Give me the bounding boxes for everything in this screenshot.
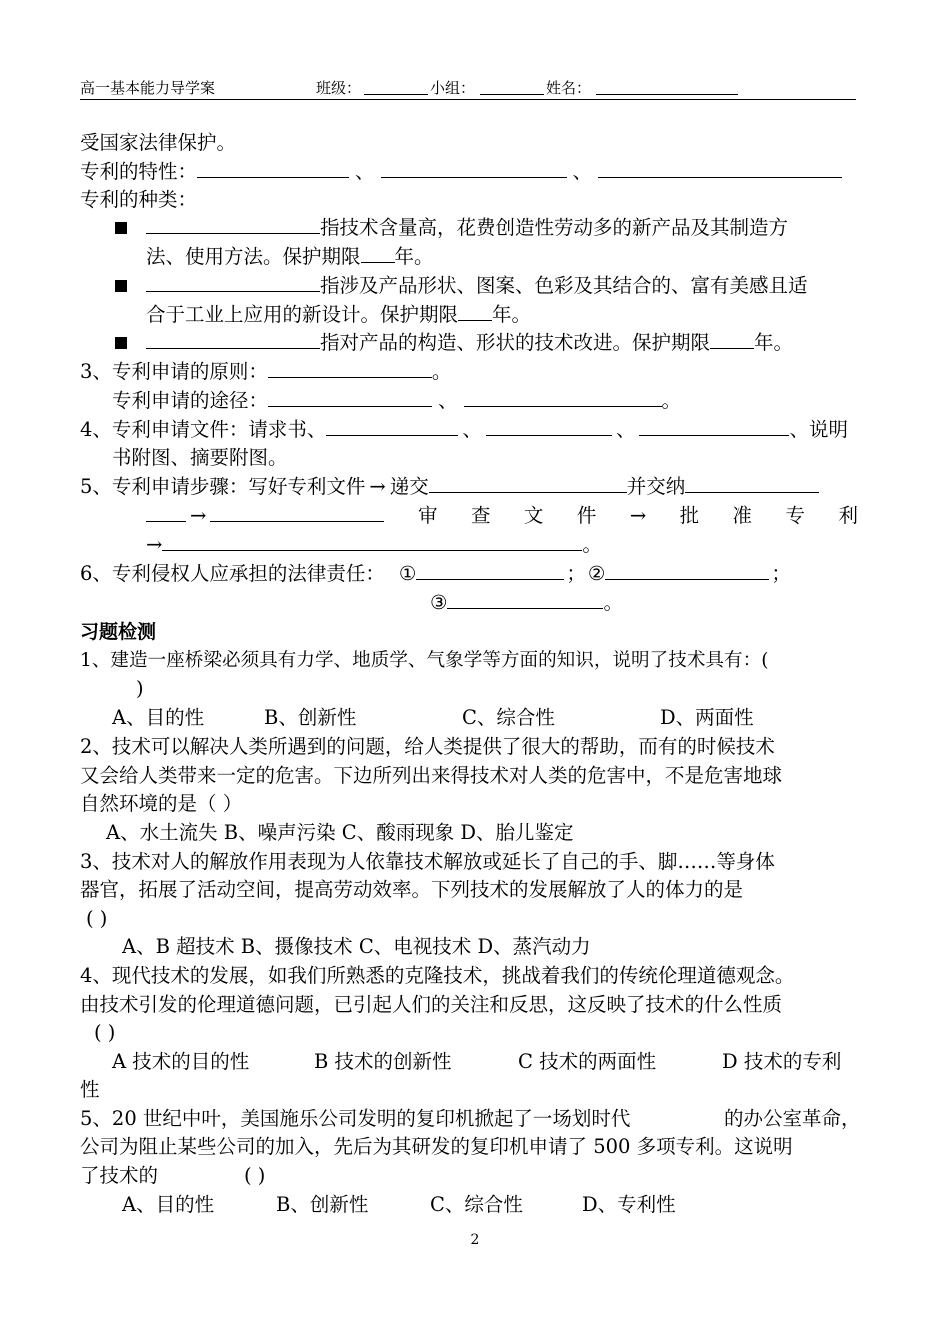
item-3-period: 。: [431, 360, 452, 383]
route-label: 专利申请的途径：: [112, 389, 269, 412]
q5-option-b: B、创新性: [276, 1193, 369, 1216]
q4-line-2: 由技术引发的伦理道德问题，已引起人们的关注和反思，这反映了技术的什么性质: [80, 993, 783, 1016]
q5-line-3: 了技术的: [80, 1164, 159, 1187]
q4-option-b: B 技术的创新性: [314, 1050, 452, 1073]
review-char: 件: [576, 504, 597, 527]
item-6-blank-3: [447, 590, 603, 609]
item-3-label: 3、专利申请的原则：: [80, 360, 268, 383]
header-class-blank: [364, 94, 428, 95]
item-6-blank-2: [605, 561, 769, 580]
item-5-blank-2: [685, 474, 819, 493]
q5-option-a: A、目的性: [122, 1193, 215, 1216]
type-3-years-blank: [710, 330, 754, 349]
header-name-label: 姓名：: [546, 79, 592, 97]
item-6-c2: ②: [587, 562, 606, 585]
type-2-cont: [146, 302, 531, 328]
type-1-years-blank: [361, 244, 395, 263]
q2-line-3: 自然环境的是（ ）: [80, 792, 243, 815]
type-1-cont-text: 法、使用方法。保护期限: [146, 245, 361, 268]
q4-line-1: 4、现代技术的发展，如我们所熟悉的克隆技术，挑战着我们的传统伦理道德观念。: [80, 964, 795, 987]
item-5-label: 5、专利申请步骤：写好专利文件: [80, 475, 366, 498]
item-4-sep-2: 、: [615, 418, 636, 441]
q4-option-c: C 技术的两面性: [518, 1050, 657, 1073]
q2-line-2: 又会给人类带来一定的危害。下边所列出来得技术对人类的危害中，不是危害地球: [80, 764, 783, 787]
bullet-icon: [115, 280, 127, 292]
item-5-blank-4: [210, 503, 384, 522]
q2-line-1: 2、技术可以解决人类所遇到的问题，给人类提供了很大的帮助，而有的时候技术: [80, 735, 775, 758]
q1-paren: ): [136, 677, 144, 700]
type-2-cont-text: 合于工业上应用的新设计。保护期限: [146, 303, 459, 326]
type-2-blank: [146, 273, 320, 292]
item-5-submit: 递交: [389, 475, 429, 498]
header-title: 高一基本能力导学案: [80, 79, 216, 97]
q4-option-d: D 技术的专利: [722, 1050, 842, 1073]
header-group-label: 小组：: [430, 79, 476, 97]
item-6-c3: ③: [430, 591, 448, 614]
page-header: [80, 77, 856, 100]
type-3-text: 指对产品的构造、形状的技术改进。保护期限: [320, 331, 711, 354]
item-4-sep-1: 、: [462, 418, 482, 441]
q3-line-2: 器官，拓展了活动空间，提高劳动效率。下列技术的发展解放了人的体力的是: [80, 878, 744, 901]
approve-char: 专: [785, 504, 806, 527]
item-6-line: [80, 561, 791, 587]
item-6-cont: [430, 590, 623, 616]
item-5-cont-2: [146, 532, 602, 558]
q1-text: 1、建造一座桥梁必须具有力学、地质学、气象学等方面的知识，说明了技术具有：(: [80, 650, 769, 671]
item-5-cont-left: [146, 503, 384, 529]
route-line: [112, 388, 681, 414]
item-3-line: [80, 359, 451, 385]
q2-options: A、水土流失 B、噪声污染 C、酸雨现象 D、胎儿鉴定: [106, 821, 574, 844]
type-1-line: [146, 215, 788, 241]
type-1-text: 指技术含量高，花费创造性劳动多的新产品及其制造方: [320, 216, 789, 239]
item-4-end: 、说明: [789, 418, 848, 441]
q1-option-b: B、创新性: [264, 706, 357, 729]
q3-line-3: ( ): [86, 907, 108, 930]
traits-blank-1: [197, 159, 349, 178]
q4-option-a: A 技术的目的性: [112, 1050, 250, 1073]
item-4-blank-1: [326, 417, 458, 436]
item-4-blank-2: [486, 417, 612, 436]
item-5-cont-right: [418, 503, 858, 529]
header-name-blank: [596, 94, 738, 95]
traits-blank-2: [381, 159, 567, 178]
item-6-c1: ①: [398, 562, 417, 585]
approve-char: 利: [838, 504, 858, 527]
q3-options: A、B 超技术 B、摄像技术 C、电视技术 D、蒸汽动力: [122, 935, 591, 958]
item-5-blank-1: [429, 474, 627, 493]
header-class-label: 班级：: [316, 79, 362, 97]
item-4-blank-3: [639, 417, 789, 436]
type-1-cont: [146, 244, 434, 270]
page-number: 2: [470, 1232, 480, 1248]
route-sep: 、: [438, 389, 458, 412]
q1-option-d: D、两面性: [660, 706, 754, 729]
traits-blank-3: [598, 159, 842, 178]
item-6-blank-1: [416, 561, 564, 580]
item-5-pay: 并交纳: [626, 475, 686, 498]
q4-line-3: ( ): [94, 1021, 116, 1044]
type-3-blank: [146, 330, 320, 349]
q4-cont: 性: [80, 1078, 100, 1101]
item-6-period: 。: [603, 591, 623, 614]
item-4-line: [80, 417, 848, 443]
approve-char: 准: [732, 504, 753, 527]
route-period: 。: [661, 389, 682, 412]
arrow-icon: →: [146, 533, 163, 556]
item-6-label: 6、专利侵权人应承担的法律责任：: [80, 562, 385, 585]
review-char: 查: [470, 504, 491, 527]
q5-option-c: C、综合性: [430, 1193, 523, 1216]
bullet-icon: [115, 222, 127, 234]
arrow-icon: →: [190, 504, 207, 527]
type-3-line: [146, 330, 793, 356]
header-group-blank: [480, 94, 544, 95]
item-4-cont: 书附图、摘要附图。: [112, 446, 288, 469]
type-2-text: 指涉及产品形状、图案、色彩及其结合的、富有美感且适: [320, 274, 808, 297]
q5-line-1b: 的办公室革命，: [724, 1107, 861, 1130]
exercises-heading: 习题检测: [80, 621, 157, 643]
q3-line-1: 3、技术对人的解放作用表现为人依靠技术解放或延长了自己的手、脚……等身体: [80, 850, 775, 873]
item-6-semicolon-2: ；: [771, 562, 791, 585]
review-char: 审: [418, 504, 438, 527]
q1-option-c: C、综合性: [462, 706, 555, 729]
item-6-semicolon-1: ；: [566, 562, 586, 585]
item-4-label: 4、专利申请文件：请求书、: [80, 418, 327, 441]
arrow-icon: →: [369, 475, 386, 498]
types-label: 专利的种类：: [80, 188, 198, 211]
q5-paren: ( ): [244, 1164, 266, 1187]
arrow-icon: →: [629, 504, 647, 527]
q5-line-1a: 5、20 世纪中叶，美国施乐公司发明的复印机掀起了一场划时代: [80, 1107, 631, 1130]
traits-sep-2: 、: [572, 160, 593, 183]
type-2-line: [146, 273, 808, 299]
approve-char: 批: [679, 504, 700, 527]
traits-sep-1: 、: [355, 160, 375, 183]
item-5-blank-3: [146, 503, 186, 522]
type-1-years: 年。: [394, 245, 434, 268]
route-blank-1: [268, 388, 432, 407]
item-5-blank-5: [162, 532, 582, 551]
item-5-line: [80, 474, 819, 500]
type-3-years: 年。: [754, 331, 794, 354]
bullet-icon: [115, 337, 127, 349]
item-5-period: 。: [582, 533, 602, 556]
q5-option-d: D、专利性: [582, 1193, 676, 1216]
q1-option-a: A、目的性: [112, 706, 205, 729]
review-char: 文: [523, 504, 544, 527]
type-2-years-blank: [458, 302, 492, 321]
traits-line: [80, 159, 842, 185]
traits-label: 专利的特性：: [80, 160, 198, 183]
type-1-blank: [146, 215, 320, 234]
type-2-years: 年。: [492, 303, 532, 326]
q5-line-2: 公司为阻止某些公司的加入，先后为其研发的复印机申请了 500 多项专利。这说明: [80, 1135, 793, 1158]
route-blank-2: [464, 388, 662, 407]
item-3-blank: [268, 359, 432, 378]
text-protected: 受国家法律保护。: [80, 131, 237, 154]
